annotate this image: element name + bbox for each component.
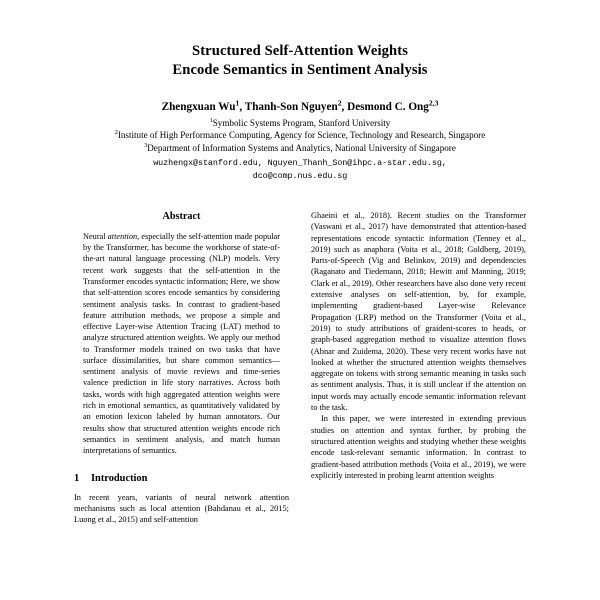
abstract-text-rest: , especially the self-attention made popular by the Transformer, has become the workhorse of state-of-the-art natural language processing (NLP) models. Very recent work suggests that the self-attention in the Transformer encodes syntactic information; Here, we show that self-attention scores encode semantics by considering sentiment analysis tasks. In contrast to gradient-based feature attribution methods, we propose a simple and effective Layer-wise Attention Tracing (LAT) method to analyze structured attention weights. We apply our method to Transformer models trained on two tasks that have surface dissimilarities, but share common semantics—sentiment analysis of movie reviews and time-series valence prediction in life story narratives. Across both tasks, words with high aggregated attention weights were rich in emotional semantics, as quantitatively validated by an emotion lexicon labeled by human annotators. Our results show that structured attention weights encode rich semantics in sentiment analysis, and match human interpretations of semantics. [83,231,280,456]
author-emails [0,157,600,182]
body-columns [0,210,600,600]
author-separator-2: , [341,100,348,113]
affiliation-text-2: Institute of High Performance Computing, Agency for Science, Technology and Research, Singapore [117,130,486,141]
title-block [0,0,600,182]
right-column [311,210,526,600]
affiliation-marker-1: 1 [209,116,213,124]
author-separator-1: , [239,100,245,113]
email-line-1: wuzhengx@stanford.edu, Nguyen_Thanh_Son@ihpc.a-star.edu.sg, [153,158,447,169]
section-number: 1 [74,473,80,485]
abstract-section [74,210,289,456]
affiliation-1 [0,117,600,130]
abstract-body [83,231,280,457]
abstract-emphasis: attention [107,231,138,241]
affiliation-2 [0,129,600,142]
affiliation-text-3: Department of Information Systems and Analytics, National University of Singapore [147,143,456,154]
abstract-text-lead: Neural [83,231,108,241]
affiliation-text-1: Symbolic Systems Program, Stanford University [212,117,391,128]
left-column [74,210,289,600]
email-line-2: dco@comp.nus.edu.sg [252,170,348,181]
introduction-paragraph-1: In recent years, variants of neural network attention mechanisms such as local attention (Bahdanau et al., 2015; Luong et al., 2015) and self-attention [74,492,289,525]
author-affil-marker-2: 2 [337,97,342,107]
author-name-1: Zhengxuan Wu [161,100,236,113]
right-column-paragraph-2: In this paper, we were interested in extending previous studies on attention and syntax further, by probing the structured attention weights and studying whether these weights encode task-relevant semantic information. In contrast to gradient-based attribution methods (Voita et al., 2019), we were explicitly interested in probing learnt attention weights [311,414,526,480]
section-title: Introduction [91,473,148,485]
title-line-2: Encode Semantics in Sentiment Analysis [172,62,428,79]
right-column-paragraph-continued: Ghaeini et al., 2018). Recent studies on the Transformer (Vaswani et al., 2017) have demonstrated that attention-based representations encode syntactic information (Tenney et al., 2019) such as anaphora (Voita et al., 2018; Goldberg, 2019), Parts-of-Speech (Vig and Belinkov, 2019) and dependencies (Raganato and Tiedemann, 2018; Hewitt and Manning, 2019; Clark et al., 2019). Other researchers have also done very recent extensive analyses on self-attention, by, for example, implementing gradient-based Layer-wise Relevance Propagation (LRP) method on the Transformer (Voita et al., 2019) to study attributions of graident-scores to heads, or graph-based aggregation method to visualize attention flows (Abnar and Zuidema, 2020). These very recent works have not looked at whether the structured attention weights themselves aggregate on tokens with strong semantic meaning in tasks such as sentiment analysis. Thus, it is still unclear if the attention on input words may actually encode semantic information relevant to the task. [311,211,526,413]
title-line-1: Structured Self-Attention Weights [192,43,408,59]
affiliation-marker-3: 3 [144,142,148,150]
abstract-heading: Abstract [162,211,201,222]
page-title [85,42,515,81]
affiliation-3 [0,142,600,155]
section-heading-introduction [74,472,289,486]
author-name-3: Desmond C. Ong [347,100,429,113]
affiliation-marker-2: 2 [114,129,118,137]
author-affil-marker-3: 2,3 [428,97,439,107]
author-list [0,97,600,114]
author-affil-marker-1: 1 [235,97,240,107]
author-name-2: Thanh-Son Nguyen [244,100,338,113]
